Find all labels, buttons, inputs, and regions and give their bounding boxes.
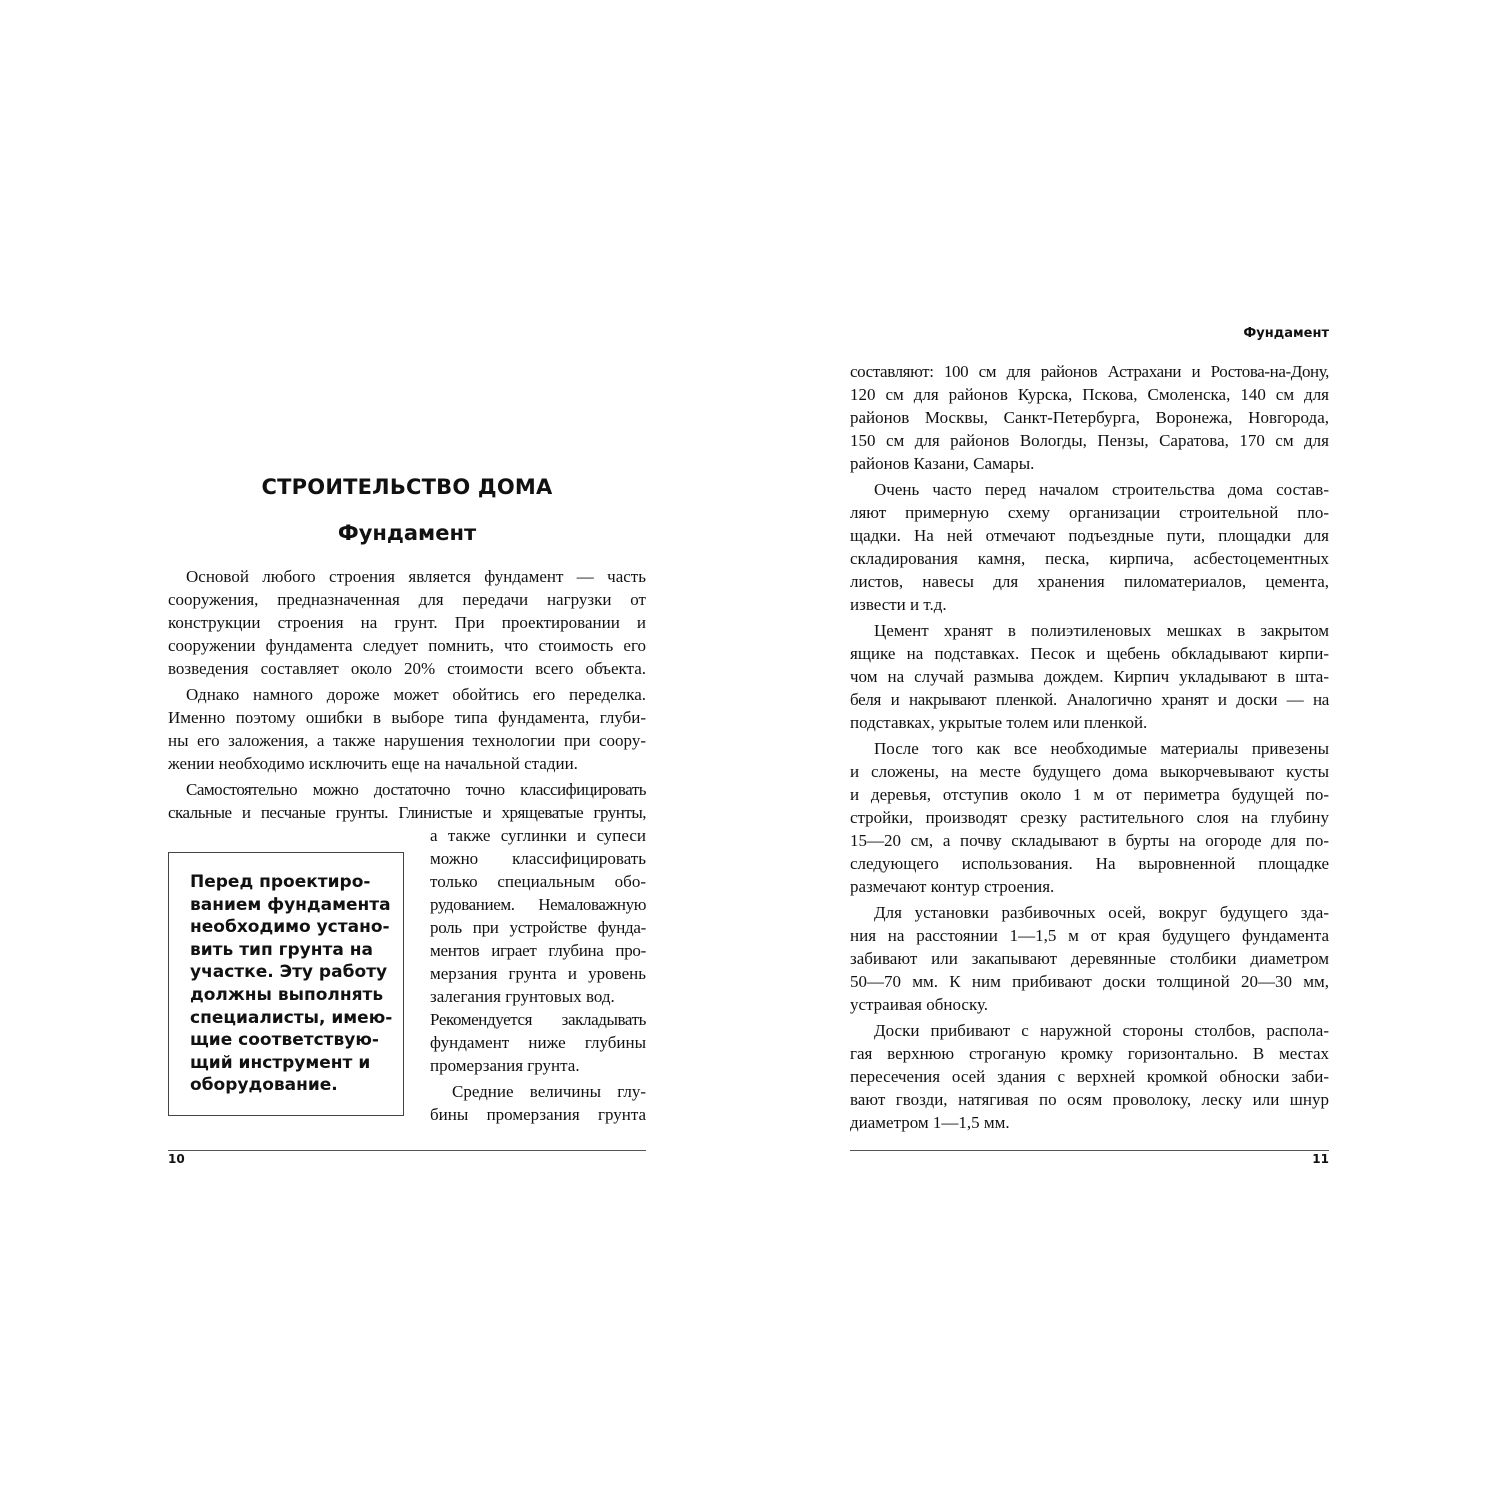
text-line: и сложены, на месте будущего дома выкорчевывают кусты	[850, 762, 1329, 781]
text-line: сооружении фундамента следует помнить, что стоимость его	[168, 636, 646, 655]
callout-line: щий инструмент и	[190, 1052, 371, 1073]
text-line: скальные и песчаные грунты. Глинистые и хрящеватые грунты,	[168, 803, 646, 822]
text-line: составляют: 100 см для районов Астрахани и Ростова-на-Дону,	[850, 362, 1329, 381]
text-line: а также суглинки и супеси	[430, 826, 646, 845]
text-line: конструкции строения на грунт. При проектировании и	[168, 613, 646, 632]
text-line: Рекомендуется закладывать	[430, 1010, 646, 1029]
callout-line: Перед проектиро-	[190, 872, 371, 892]
text-line: 150 см для районов Вологды, Пензы, Саратова, 170 см для	[850, 431, 1329, 450]
text-line: устраивая обноску.	[850, 995, 989, 1014]
text-line: районов Казани, Самары.	[850, 454, 1035, 473]
callout-line: вить тип грунта на	[190, 939, 373, 960]
callout-line: специалисты, имею-	[190, 1007, 393, 1028]
text-line: ментов играет глубина про-	[430, 941, 646, 960]
text-line: щадки. На ней отмечают подъездные пути, площадки для	[850, 526, 1329, 545]
text-line: 120 см для районов Курска, Пскова, Смоленска, 140 см для	[850, 385, 1329, 404]
text-line: жении необходимо исключить еще на начальной стадии.	[168, 754, 578, 773]
text-line: чом на случай размыва дождем. Кирпич укладывают в штa-	[850, 667, 1329, 686]
book-title: СТРОИТЕЛЬСТВО ДОМА	[261, 475, 553, 499]
text-line: 50—70 мм. К ним прибивают доски толщиной 20—30 мм,	[850, 972, 1329, 991]
text-line: забивают или закапывают деревянные столбики диаметром	[850, 949, 1329, 968]
text-line: Именно поэтому ошибки в выборе типа фундамента, глуби-	[168, 708, 646, 727]
text-line: Самостоятельно можно достаточно точно классифицировать	[186, 780, 646, 799]
page-number: 11	[1312, 1152, 1329, 1166]
text-line: ляют примерную схему организации строительной пло-	[850, 503, 1329, 522]
text-line: Для установки разбивочных осей, вокруг будущего зда-	[874, 903, 1329, 922]
text-line: возведения составляет около 20% стоимости всего объекта.	[168, 659, 646, 678]
text-line: вают гвозди, натягивая по осям проволоку, леску или шнур	[850, 1090, 1329, 1109]
text-line: После того как все необходимые материалы привезены	[874, 739, 1329, 758]
text-line: размечают контур строения.	[850, 877, 1055, 896]
text-line: залегания грунтовых вод.	[430, 987, 615, 1006]
callout-line: оборудование.	[190, 1075, 338, 1096]
text-line: можно классифицировать	[430, 849, 646, 868]
callout-line: щие соответствую-	[190, 1030, 379, 1051]
text-line: листов, навесы для хранения пиломатериалов, цемента,	[850, 572, 1329, 591]
text-line: пересечения осей здания с верхней кромкой обноски заби-	[850, 1067, 1329, 1086]
text-line: промерзания грунта.	[430, 1056, 580, 1075]
text-line: районов Москвы, Санкт-Петербурга, Воронежа, Новгорода,	[850, 408, 1329, 427]
text-line: и деревья, отступив около 1 м от периметра будущей по-	[850, 785, 1329, 804]
text-line: бины промерзания грунта	[430, 1105, 646, 1124]
text-line: Очень часто перед началом строительства дома состав-	[874, 480, 1329, 499]
text-line: мерзания грунта и уровень	[430, 964, 646, 983]
text-line: Основой любого строения является фундамент — часть	[186, 567, 646, 586]
text-line: 15—20 см, а почву складывают в бурты на огороде для по-	[850, 831, 1329, 850]
footer-rule	[168, 1150, 646, 1151]
running-head: Фундамент	[1243, 326, 1329, 341]
text-line: ны его заложения, а также нарушения технологии при соору-	[168, 731, 646, 750]
text-line: подставках, укрытые толем или пленкой.	[850, 713, 1148, 732]
text-line: фундамент ниже глубины	[430, 1033, 646, 1052]
text-line: Цемент хранят в полиэтиленовых мешках в закрытом	[874, 621, 1329, 640]
text-line: диаметром 1—1,5 мм.	[850, 1113, 1010, 1132]
text-line: стройки, производят срезку растительного слоя на глубину	[850, 808, 1329, 827]
text-line: извести и т.д.	[850, 595, 947, 614]
text-line: беля и накрывают пленкой. Аналогично хранят и доски — на	[850, 690, 1329, 709]
text-line: гая верхнюю строганую кромку горизонтально. В местах	[850, 1044, 1329, 1063]
text-line: сооружения, предназначенная для передачи нагрузки от	[168, 590, 646, 609]
page-number: 10	[168, 1152, 185, 1166]
footer-rule	[850, 1150, 1329, 1151]
text-line: ящике на подставках. Песок и щебень обкладывают кирпи-	[850, 644, 1329, 663]
text-line: следующего использования. На выровненной площадке	[850, 854, 1329, 873]
text-line: рудованием. Немаловажную	[430, 895, 646, 914]
text-line: Однако намного дороже может обойтись его переделка.	[186, 685, 646, 704]
text-line: Средние величины глу-	[452, 1082, 646, 1101]
text-line: Доски прибивают с наружной стороны столбов, распола-	[874, 1021, 1329, 1040]
callout-line: необходимо устано-	[190, 917, 390, 938]
text-line: только специальным обо-	[430, 872, 646, 891]
sidebar-callout	[168, 852, 404, 1116]
callout-line: ванием фундамента	[190, 894, 391, 915]
text-line: роль при устройстве фунда-	[430, 918, 646, 937]
text-line: ния на расстоянии 1—1,5 м от края будущего фундамента	[850, 926, 1329, 945]
text-line: складирования камня, песка, кирпича, асбестоцементных	[850, 549, 1329, 568]
section-title: Фундамент	[337, 521, 477, 545]
callout-line: участке. Эту работу	[190, 962, 388, 983]
callout-line: должны выполнять	[190, 984, 384, 1005]
